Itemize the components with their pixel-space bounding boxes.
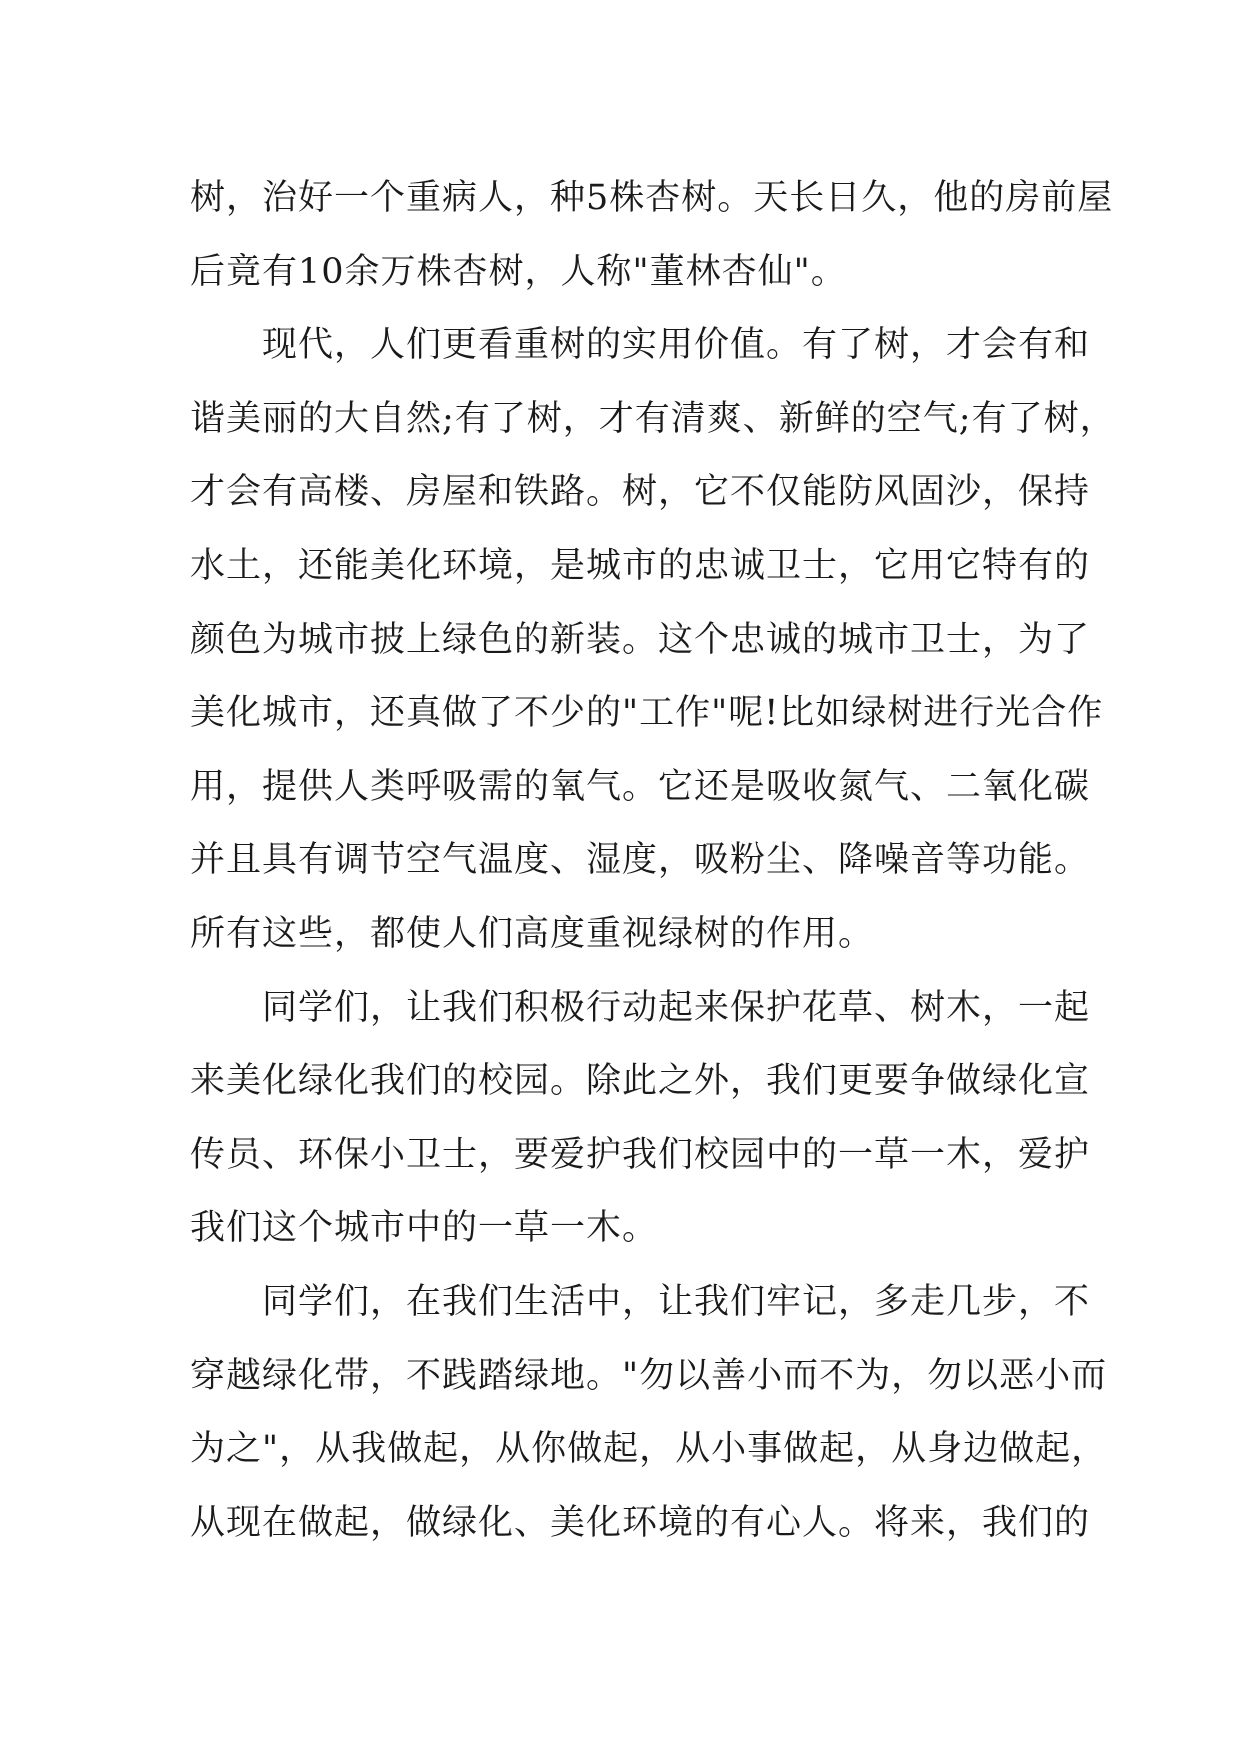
document-body bbox=[190, 162, 1116, 1560]
text-line: 美化城市，还真做了不少的"工作"呢!比如绿树进行光合作 bbox=[190, 693, 1104, 734]
paragraph-4 bbox=[190, 1266, 1108, 1560]
text-line: 同学们，在我们生活中，让我们牢记，多走几步，不 bbox=[262, 1281, 1091, 1322]
text-line: 我们这个城市中的一草一木。 bbox=[190, 1208, 659, 1249]
text-line: 来美化绿化我们的校园。除此之外，我们更要争做绿化宣 bbox=[190, 1061, 1091, 1102]
text-line: 颜色为城市披上绿色的新装。这个忠诚的城市卫士，为了 bbox=[190, 619, 1091, 660]
text-line: 用，提供人类呼吸需的氧气。它还是吸收氮气、二氧化碳 bbox=[190, 766, 1091, 807]
paragraph-1 bbox=[190, 162, 1114, 309]
text-line: 穿越绿化带，不践踏绿地。"勿以善小而不为，勿以恶小而 bbox=[190, 1355, 1108, 1396]
text-line: 传员、环保小卫士，要爱护我们校园中的一草一木，爱护 bbox=[190, 1134, 1091, 1175]
text-line: 为之"，从我做起，从你做起，从小事做起，从身边做起， bbox=[190, 1429, 1108, 1470]
text-line: 现代，人们更看重树的实用价值。有了树，才会有和 bbox=[262, 325, 1091, 366]
text-line: 水土，还能美化环境，是城市的忠诚卫士，它用它特有的 bbox=[190, 545, 1091, 586]
paragraph-2 bbox=[190, 309, 1116, 971]
text-line: 树，治好一个重病人，种5株杏树。天长日久，他的房前屋 bbox=[190, 178, 1114, 218]
text-line: 并且具有调节空气温度、湿度，吸粉尘、降噪音等功能。 bbox=[190, 840, 1091, 881]
text-line: 谐美丽的大自然;有了树，才有清爽、新鲜的空气;有了树， bbox=[190, 398, 1116, 439]
paragraph-3 bbox=[190, 972, 1091, 1266]
text-line: 才会有高楼、房屋和铁路。树，它不仅能防风固沙，保持 bbox=[190, 472, 1091, 513]
text-line: 同学们，让我们积极行动起来保护花草、树木，一起 bbox=[262, 987, 1091, 1028]
text-line: 从现在做起，做绿化、美化环境的有心人。将来，我们的 bbox=[190, 1502, 1091, 1543]
text-line: 所有这些，都使人们高度重视绿树的作用。 bbox=[190, 913, 875, 954]
text-line: 后竟有10余万株杏树，人称"董林杏仙"。 bbox=[190, 251, 847, 292]
